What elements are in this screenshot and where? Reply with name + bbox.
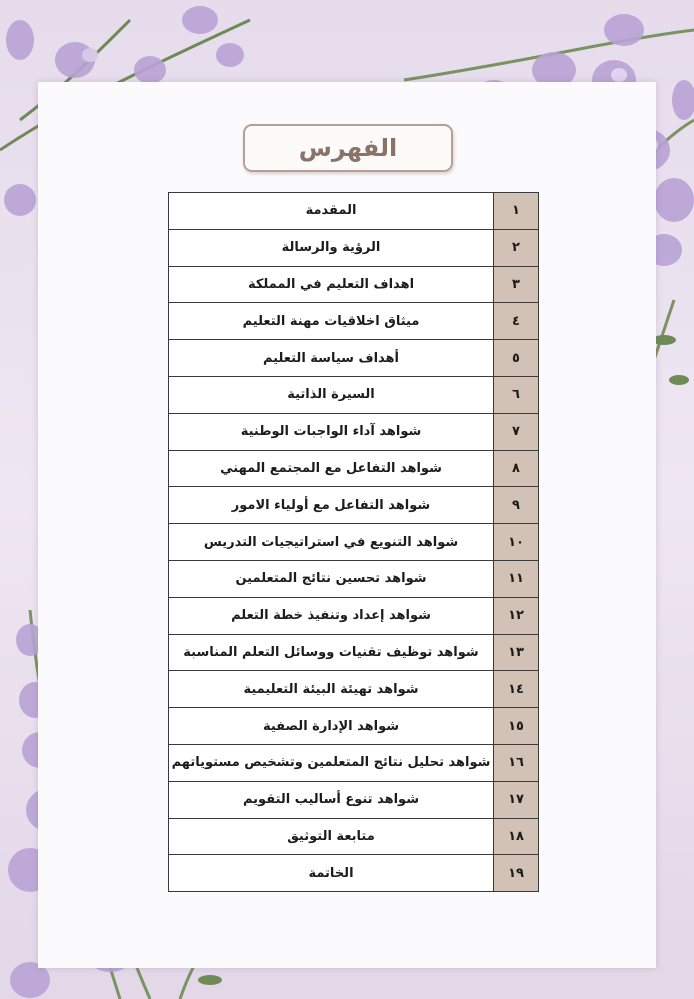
table-row: [169, 818, 539, 855]
row-number: ١٤: [494, 671, 539, 708]
table-row: [169, 524, 539, 561]
table-row: [169, 376, 539, 413]
row-topic: متابعة التوثيق: [169, 818, 494, 855]
row-number: ١٥: [494, 708, 539, 745]
table-row: [169, 744, 539, 781]
row-topic: اهداف التعليم في المملكة: [169, 266, 494, 303]
row-topic: الخاتمة: [169, 855, 494, 892]
row-topic: شواهد تنوع أساليب التقويم: [169, 781, 494, 818]
table-row: [169, 413, 539, 450]
row-topic: شواهد تحليل نتائج المتعلمين وتشخيص مستوياتهم: [169, 744, 494, 781]
row-number: ١٨: [494, 818, 539, 855]
row-topic: شواهد التفاعل مع أولياء الامور: [169, 487, 494, 524]
table-row: [169, 671, 539, 708]
row-number: ٤: [494, 303, 539, 340]
table-row: [169, 855, 539, 892]
page-title: الفهرس: [298, 134, 398, 162]
row-number: ١٩: [494, 855, 539, 892]
title-box: [243, 124, 453, 172]
row-topic: شواهد التنويع في استراتيجيات التدريس: [169, 524, 494, 561]
row-topic: المقدمة: [169, 193, 494, 230]
row-topic: شواهد تحسين نتائج المتعلمين: [169, 560, 494, 597]
row-topic: شواهد إعداد وتنفيذ خطة التعلم: [169, 597, 494, 634]
table-row: [169, 229, 539, 266]
row-topic: شواهد التفاعل مع المجتمع المهني: [169, 450, 494, 487]
table-row: [169, 781, 539, 818]
row-number: ٩: [494, 487, 539, 524]
row-number: ٦: [494, 376, 539, 413]
row-number: ١: [494, 193, 539, 230]
row-number: ١٠: [494, 524, 539, 561]
row-topic: شواهد تهيئة البيئة التعليمية: [169, 671, 494, 708]
table-row: [169, 340, 539, 377]
table-row: [169, 487, 539, 524]
table-row: [169, 634, 539, 671]
row-number: ٨: [494, 450, 539, 487]
row-number: ٧: [494, 413, 539, 450]
row-topic: شواهد توظيف تقنيات ووسائل التعلم المناسبة: [169, 634, 494, 671]
row-topic: أهداف سياسة التعليم: [169, 340, 494, 377]
table-row: [169, 193, 539, 230]
table-row: [169, 266, 539, 303]
row-number: ١٢: [494, 597, 539, 634]
row-number: ٥: [494, 340, 539, 377]
table-row: [169, 560, 539, 597]
row-number: ١١: [494, 560, 539, 597]
row-number: ١٦: [494, 744, 539, 781]
row-topic: السيرة الذاتية: [169, 376, 494, 413]
row-topic: شواهد آداء الواجبات الوطنية: [169, 413, 494, 450]
row-number: ٣: [494, 266, 539, 303]
table-of-contents: [168, 192, 539, 892]
table-row: [169, 303, 539, 340]
row-topic: شواهد الإدارة الصفية: [169, 708, 494, 745]
table-row: [169, 450, 539, 487]
row-topic: ميثاق اخلاقيات مهنة التعليم: [169, 303, 494, 340]
row-topic: الرؤية والرسالة: [169, 229, 494, 266]
row-number: ١٣: [494, 634, 539, 671]
table-row: [169, 708, 539, 745]
table-row: [169, 597, 539, 634]
row-number: ١٧: [494, 781, 539, 818]
row-number: ٢: [494, 229, 539, 266]
